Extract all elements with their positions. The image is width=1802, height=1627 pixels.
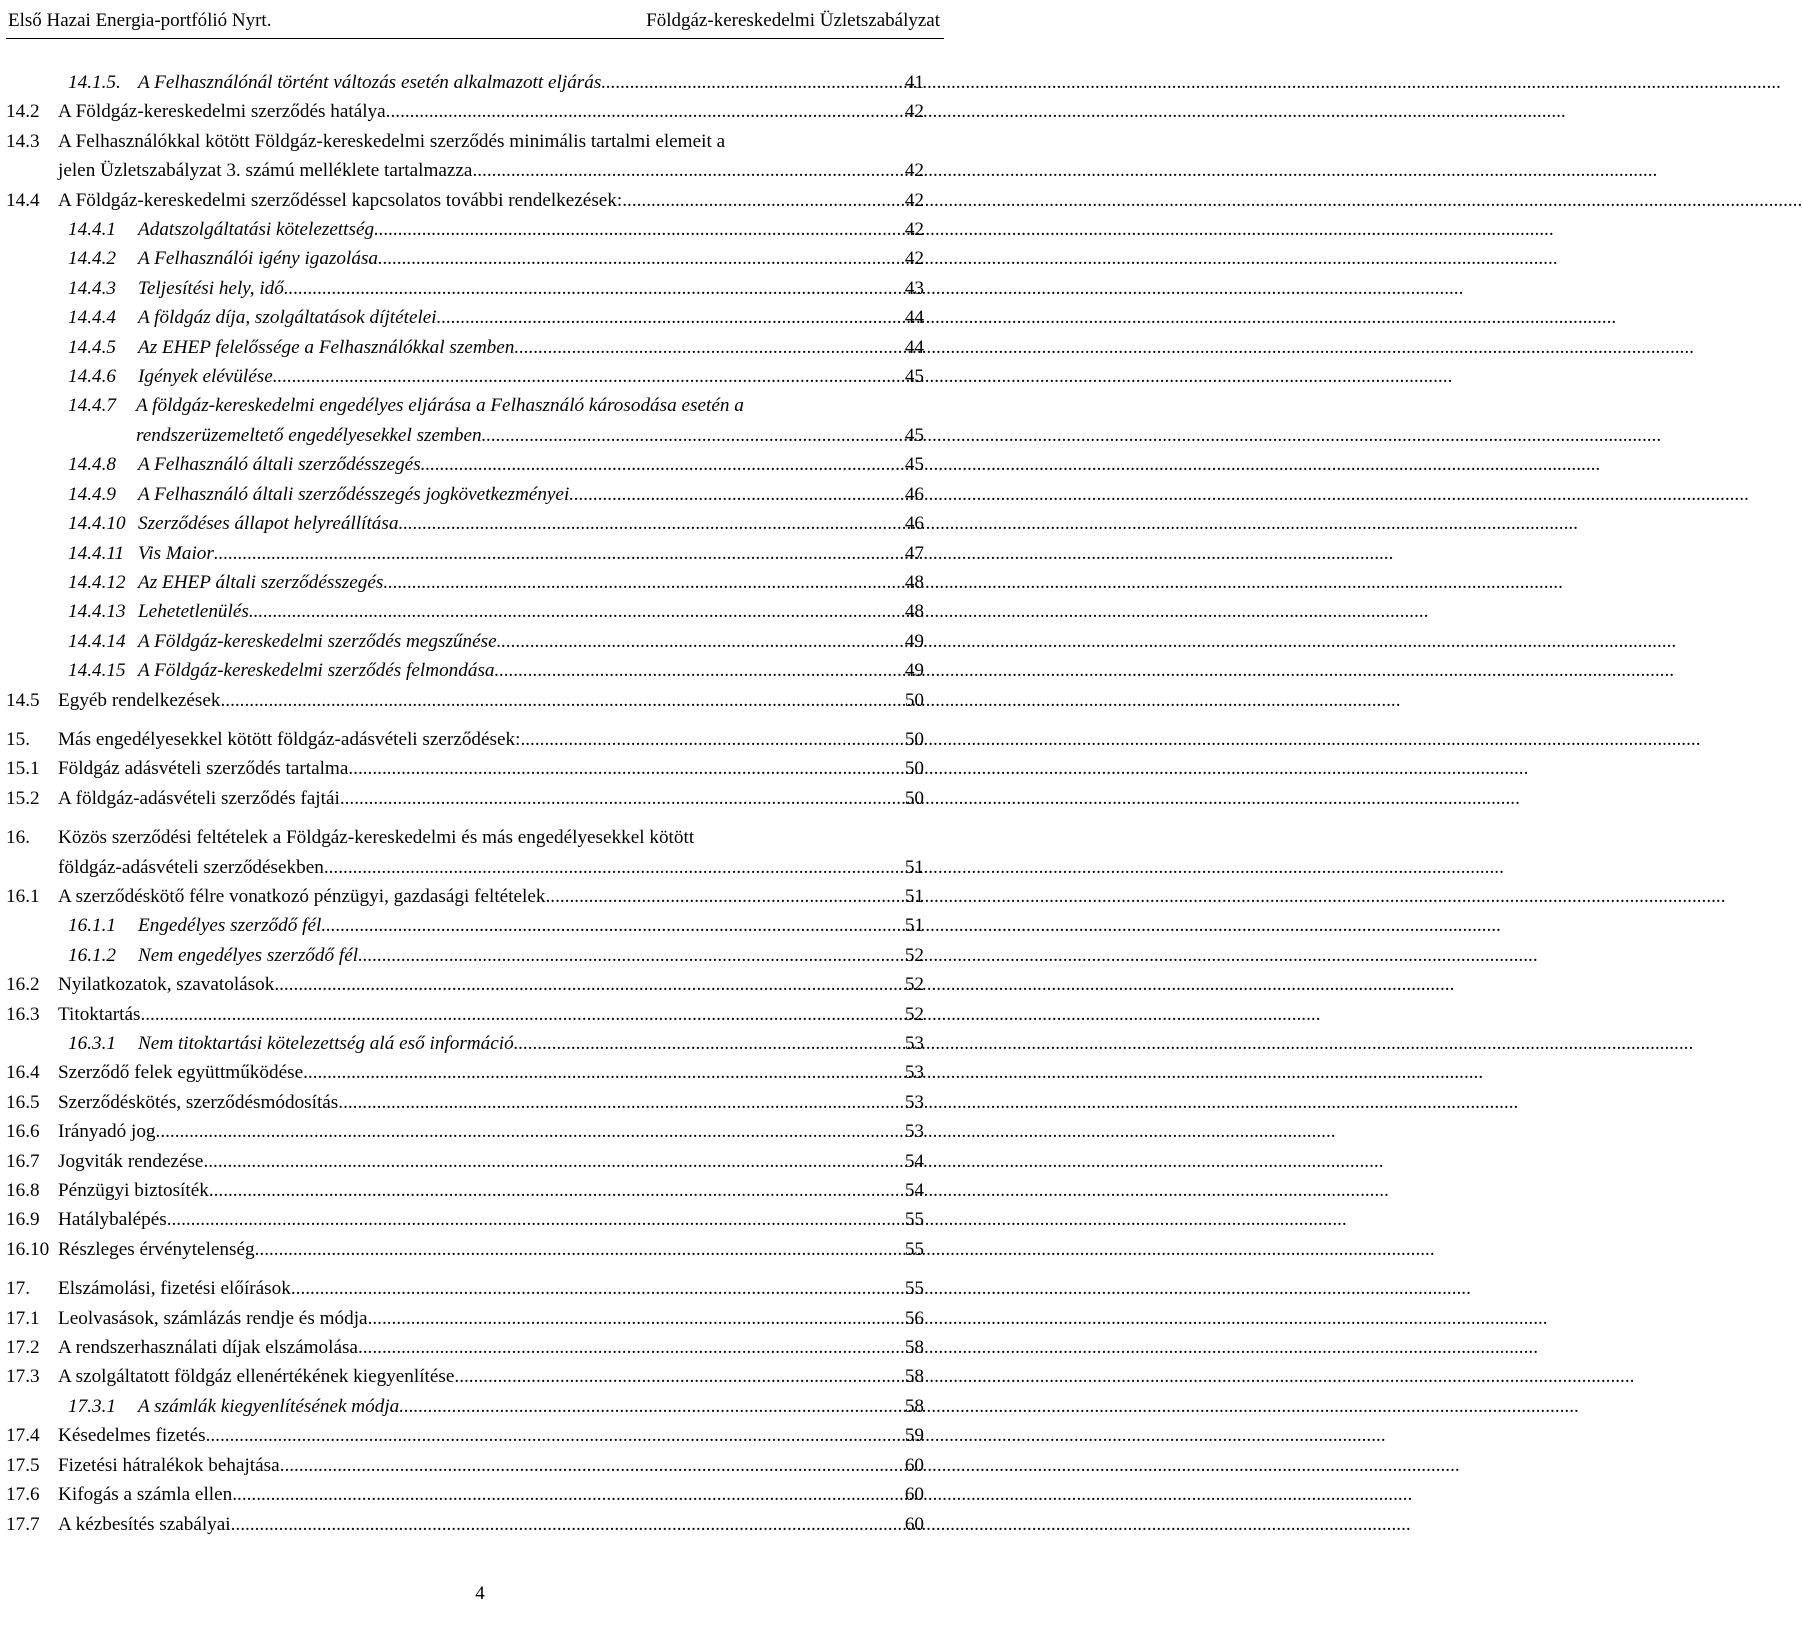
toc-leader-dots <box>284 274 903 303</box>
toc-entry-title: A rendszerhasználati díjak elszámolása <box>58 1337 358 1359</box>
toc-leader-dots <box>348 754 902 783</box>
toc-entry-title: A földgáz díja, szolgáltatások díjtételei <box>138 307 437 329</box>
toc-leader-dots <box>321 911 903 940</box>
toc-entry-title: Lehetetlenülés <box>138 601 249 623</box>
toc-entry-number: 16.3 <box>6 1003 40 1025</box>
toc-entry-title: Elszámolási, fizetési előírások <box>58 1278 291 1300</box>
toc-entry-page: 41 <box>904 72 924 93</box>
toc-entry[interactable] <box>6 784 924 813</box>
toc-entry-number: 14.4.15 <box>68 660 126 682</box>
toc-entry[interactable] <box>6 391 924 450</box>
toc-leader-dots <box>569 480 903 509</box>
toc-leader-dots <box>209 1176 903 1205</box>
toc-entry[interactable] <box>6 274 924 303</box>
toc-entry[interactable] <box>6 1362 924 1391</box>
toc-entry-number: 17.3 <box>6 1366 40 1388</box>
toc-entry-page: 50 <box>904 787 924 809</box>
toc-leader-dots <box>398 509 902 538</box>
toc-entry-title: Közös szerződési feltételek a Földgáz-kereskedelmi és más engedélyesekkel kötött <box>58 827 695 849</box>
toc-entry-title-continued: földgáz-adásvételi szerződésekben <box>58 856 324 878</box>
toc-entry-number: 14.4.1 <box>68 219 116 241</box>
toc-entry-number: 16.3.1 <box>68 1033 116 1054</box>
toc-entry-page: 52 <box>904 1003 924 1025</box>
toc-entry-page: 51 <box>904 915 924 937</box>
toc-entry-page: 58 <box>904 1337 924 1359</box>
toc-leader-dots <box>477 156 903 185</box>
toc-entry[interactable] <box>6 1333 924 1362</box>
toc-entry-title-continued: jelen Üzletszabályzat 3. számú melléklete tartalmazza. <box>58 160 478 182</box>
toc-leader-dots <box>273 362 903 391</box>
toc-leader-dots <box>358 1333 903 1362</box>
toc-entry-title: Pénzügyi biztosíték <box>58 1180 209 1202</box>
toc-entry-title: A földgáz-kereskedelmi engedélyes eljárása a Felhasználó károsodása esetén a <box>136 395 744 417</box>
toc-entry[interactable] <box>6 1510 924 1539</box>
toc-entry-number: 16.7 <box>6 1150 40 1172</box>
toc-entry-title: Egyéb rendelkezések <box>58 689 221 711</box>
toc-leader-dots <box>291 1274 903 1303</box>
header-document-title: Földgáz-kereskedelmi Üzletszabályzat <box>646 10 940 31</box>
toc-entry-page: 55 <box>904 1209 924 1231</box>
toc-entry[interactable] <box>6 1235 924 1264</box>
toc-entry-number: 14.4.3 <box>68 277 116 299</box>
toc-entry-number: 17. <box>6 1278 30 1300</box>
toc-entry-title: A kézbesítés szabályai <box>58 1513 231 1535</box>
toc-entry-title: Hatálybalépés <box>58 1209 167 1231</box>
toc-leader-dots <box>545 882 902 911</box>
toc-entry-title: Adatszolgáltatási kötelezettség <box>138 219 375 241</box>
toc-entry[interactable] <box>6 911 924 940</box>
toc-entry-page: 60 <box>904 1513 924 1535</box>
toc-entry[interactable] <box>6 941 924 970</box>
toc-entry[interactable] <box>6 97 924 126</box>
toc-entry-title: Vis Maior <box>138 542 214 564</box>
toc-entry-title: Szerződéskötés, szerződésmódosítás <box>58 1091 339 1113</box>
toc-entry[interactable] <box>6 882 924 911</box>
toc-entry-page: 59 <box>904 1425 924 1447</box>
page-number: 4 <box>475 1583 485 1604</box>
toc-entry-page: 58 <box>904 1395 924 1417</box>
toc-leader-dots <box>340 784 903 813</box>
toc-entry[interactable] <box>6 244 924 273</box>
toc-entry-page: 44 <box>904 336 924 358</box>
toc-entry[interactable] <box>6 1421 924 1450</box>
toc-entry[interactable] <box>6 1029 924 1058</box>
toc-leader-dots <box>383 568 902 597</box>
toc-entry[interactable] <box>6 127 924 186</box>
toc-leader-dots <box>514 333 902 362</box>
toc-entry[interactable] <box>6 823 924 882</box>
toc-entry[interactable] <box>6 1274 924 1303</box>
toc-entry[interactable] <box>6 970 924 999</box>
toc-leader-dots <box>421 450 903 479</box>
toc-entry-title: Más engedélyesekkel kötött földgáz-adásvételi szerződések: <box>58 728 521 750</box>
toc-entry-title: Késedelmes fizetés <box>58 1425 206 1447</box>
toc-entry-page: 56 <box>904 1307 924 1329</box>
toc-entry-title: Az EHEP felelőssége a Felhasználókkal szemben <box>138 336 515 358</box>
toc-entry-number: 14.4.13 <box>68 601 126 623</box>
toc-entry-title: Nem titoktartási kötelezettség alá eső információ <box>138 1033 514 1054</box>
toc-entry-number: 16.8 <box>6 1180 40 1202</box>
toc-entry-number: 16.2 <box>6 974 40 996</box>
toc-entry-page: 45 <box>904 424 924 446</box>
toc-entry[interactable] <box>6 539 924 568</box>
toc-entry-page: 43 <box>904 277 924 299</box>
toc-leader-dots <box>140 1000 902 1029</box>
toc-entry-title: Jogviták rendezése <box>58 1150 204 1172</box>
toc-leader-dots <box>454 1362 902 1391</box>
toc-entry-title-continued: rendszerüzemeltető engedélyesekkel szemben <box>136 424 482 446</box>
toc-entry[interactable] <box>6 480 924 509</box>
toc-leader-dots <box>167 1205 903 1234</box>
toc-leader-dots <box>232 1480 903 1509</box>
toc-entry-page: 47 <box>904 542 924 564</box>
toc-entry-number: 14.4.4 <box>68 307 116 329</box>
toc-entry[interactable] <box>6 186 924 215</box>
toc-entry-number: 14.4.2 <box>68 248 116 270</box>
toc-leader-dots <box>231 1510 903 1539</box>
toc-entry-number: 14.4.14 <box>68 630 126 652</box>
toc-entry-number: 14.4.7 <box>68 395 116 417</box>
toc-entry-number: 17.2 <box>6 1337 40 1359</box>
toc-leader-dots <box>601 68 903 97</box>
toc-entry-number: 15.2 <box>6 787 40 809</box>
toc-entry-number: 14.1.5. <box>68 72 121 93</box>
toc-entry-title: Leolvasások, számlázás rendje és módja <box>58 1307 368 1329</box>
page-header <box>6 8 944 39</box>
toc-entry-number: 17.1 <box>6 1307 40 1329</box>
toc-entry-title: A Földgáz-kereskedelmi szerződéssel kapcsolatos további rendelkezések: <box>58 189 623 211</box>
toc-entry-title: Engedélyes szerződő fél <box>138 915 322 937</box>
toc-entry[interactable] <box>6 725 924 754</box>
toc-entry-number: 14.4.6 <box>68 366 116 388</box>
toc-entry-page: 52 <box>904 974 924 996</box>
toc-entry[interactable] <box>6 362 924 391</box>
toc-leader-dots <box>399 1392 903 1421</box>
toc-entry-number: 14.4 <box>6 189 40 211</box>
toc-leader-dots <box>255 1235 903 1264</box>
toc-entry-number: 16. <box>6 827 30 849</box>
toc-entry-number: 14.4.10 <box>68 513 126 535</box>
toc-entry[interactable] <box>6 1147 924 1176</box>
toc-entry-page: 42 <box>904 219 924 241</box>
toc-entry-title: Kifogás a számla ellen <box>58 1484 233 1506</box>
toc-entry-page: 55 <box>904 1278 924 1300</box>
toc-entry[interactable] <box>6 1058 924 1087</box>
toc-entry-title: A Felhasználó általi szerződésszegés jogkövetkezményei <box>138 483 570 505</box>
toc-leader-dots <box>386 97 903 126</box>
toc-leader-dots <box>156 1117 903 1146</box>
toc-entry-number: 14.4.5 <box>68 336 116 358</box>
toc-entry-page: 42 <box>904 160 924 182</box>
toc-entry[interactable] <box>6 333 924 362</box>
toc-entry-page: 44 <box>904 307 924 329</box>
toc-entry-title: A Felhasználói igény igazolása <box>138 248 379 270</box>
toc-leader-dots <box>520 725 902 754</box>
toc-entry[interactable] <box>6 509 924 538</box>
toc-entry-number: 17.5 <box>6 1454 40 1476</box>
toc-leader-dots <box>324 853 903 882</box>
toc-entry-page: 54 <box>904 1180 924 1202</box>
toc-entry-title: A szerződéskötő félre vonatkozó pénzügyi, gazdasági feltételek <box>58 885 546 907</box>
toc-entry-title: A Felhasználónál történt változás esetén alkalmazott eljárás <box>138 72 602 93</box>
toc-leader-dots <box>374 215 903 244</box>
toc-entry-number: 14.5 <box>6 689 40 711</box>
toc-leader-dots <box>280 1451 903 1480</box>
toc-entry-page: 53 <box>904 1121 924 1143</box>
toc-leader-dots <box>497 627 903 656</box>
toc-leader-dots <box>482 421 903 450</box>
toc-entry[interactable] <box>6 1000 924 1029</box>
toc-leader-dots <box>220 686 902 715</box>
toc-leader-dots <box>249 597 903 626</box>
toc-entry-title: Nyilatkozatok, szavatolások <box>58 974 275 996</box>
toc-entry[interactable] <box>6 597 924 626</box>
toc-entry-number: 16.5 <box>6 1091 40 1113</box>
toc-entry-title: A Földgáz-kereskedelmi szerződés felmondása <box>138 660 495 682</box>
toc-entry-page: 53 <box>904 1033 924 1054</box>
toc-leader-dots <box>338 1088 903 1117</box>
toc-leader-dots <box>437 303 903 332</box>
toc-entry-title: A földgáz-adásvételi szerződés fajtái <box>58 787 340 809</box>
toc-entry-page: 49 <box>904 660 924 682</box>
toc-entry-number: 14.4.9 <box>68 483 116 505</box>
toc-entry-page: 50 <box>904 758 924 780</box>
toc-entry-title: A Felhasználókkal kötött Földgáz-kereskedelmi szerződés minimális tartalmi elemeit a <box>58 130 726 152</box>
toc-leader-dots <box>622 186 903 215</box>
toc-entry-title: Nem engedélyes szerződő fél <box>138 944 359 966</box>
toc-entry-title: Irányadó jog <box>58 1121 156 1143</box>
toc-entry-number: 16.10 <box>6 1238 50 1260</box>
toc-entry-page: 46 <box>904 483 924 505</box>
toc-entry-number: 17.6 <box>6 1484 40 1506</box>
toc-leader-dots <box>274 970 902 999</box>
toc-entry-number: 16.1 <box>6 885 40 907</box>
toc-entry-page: 45 <box>904 366 924 388</box>
toc-entry-page: 42 <box>904 248 924 270</box>
toc-entry-number: 15.1 <box>6 758 40 780</box>
toc-entry-page: 48 <box>904 571 924 593</box>
toc-entry-page: 51 <box>904 856 924 878</box>
toc-entry-title: A Földgáz-kereskedelmi szerződés megszűnése <box>138 630 497 652</box>
toc-entry-page: 45 <box>904 454 924 476</box>
toc-entry-page: 50 <box>904 689 924 711</box>
toc-entry[interactable] <box>6 754 924 783</box>
toc-entry-number: 16.1.2 <box>68 944 116 966</box>
toc-entry-title: Titoktartás <box>58 1003 141 1025</box>
toc-entry-number: 14.4.12 <box>68 571 126 593</box>
toc-entry-title: A számlák kiegyenlítésének módja <box>138 1395 400 1417</box>
toc-entry-number: 16.6 <box>6 1121 40 1143</box>
toc-entry-page: 49 <box>904 630 924 652</box>
toc-entry-number: 17.7 <box>6 1513 40 1535</box>
toc-entry-title: A szolgáltatott földgáz ellenértékének kiegyenlítése <box>58 1366 455 1388</box>
toc-leader-dots <box>495 656 903 685</box>
toc-entry-title: Fizetési hátralékok behajtása <box>58 1454 280 1476</box>
toc-entry[interactable] <box>6 1176 924 1205</box>
toc-entry-title: A Földgáz-kereskedelmi szerződés hatálya <box>58 101 386 123</box>
toc-entry-page: 60 <box>904 1484 924 1506</box>
toc-entry-page: 53 <box>904 1062 924 1084</box>
table-of-contents <box>6 68 924 1539</box>
toc-entry[interactable] <box>6 627 924 656</box>
toc-entry[interactable] <box>6 68 924 97</box>
toc-entry-page: 53 <box>904 1091 924 1113</box>
toc-entry[interactable] <box>6 215 924 244</box>
toc-entry-page: 50 <box>904 728 924 750</box>
toc-entry-number: 16.4 <box>6 1062 40 1084</box>
toc-entry-number: 14.3 <box>6 130 40 152</box>
toc-entry-title: Az EHEP általi szerződésszegés <box>138 571 384 593</box>
toc-entry[interactable] <box>6 1088 924 1117</box>
toc-leader-dots <box>368 1304 903 1333</box>
toc-entry-number: 17.3.1 <box>68 1395 116 1417</box>
toc-entry[interactable] <box>6 450 924 479</box>
toc-entry-page: 52 <box>904 944 924 966</box>
toc-entry-title: Földgáz adásvételi szerződés tartalma <box>58 758 349 780</box>
toc-entry-page: 48 <box>904 601 924 623</box>
toc-entry-page: 42 <box>904 189 924 211</box>
toc-entry[interactable] <box>6 568 924 597</box>
toc-entry-page: 60 <box>904 1454 924 1476</box>
toc-entry-number: 14.4.8 <box>68 454 116 476</box>
toc-entry[interactable] <box>6 1117 924 1146</box>
toc-entry-number: 15. <box>6 728 30 750</box>
toc-entry[interactable] <box>6 1205 924 1234</box>
toc-leader-dots <box>303 1058 903 1087</box>
toc-entry-number: 14.2 <box>6 101 40 123</box>
toc-entry-title: Teljesítési hely, idő <box>138 277 284 299</box>
toc-entry-title: A Felhasználó általi szerződésszegés <box>138 454 421 476</box>
toc-entry-page: 54 <box>904 1150 924 1172</box>
toc-entry-number: 14.4.11 <box>68 542 125 564</box>
toc-entry-page: 55 <box>904 1238 924 1260</box>
toc-entry-page: 51 <box>904 885 924 907</box>
header-company: Első Hazai Energia-portfólió Nyrt. <box>8 10 272 31</box>
toc-entry-number: 17.4 <box>6 1425 40 1447</box>
toc-leader-dots <box>378 244 903 273</box>
toc-leader-dots <box>214 539 903 568</box>
toc-entry-number: 16.9 <box>6 1209 40 1231</box>
toc-entry-page: 58 <box>904 1366 924 1388</box>
toc-leader-dots <box>358 941 903 970</box>
toc-entry-page: 46 <box>904 513 924 535</box>
toc-entry-title: Szerződő felek együttműködése <box>58 1062 304 1084</box>
toc-entry[interactable] <box>6 1304 924 1333</box>
toc-entry[interactable] <box>6 1480 924 1509</box>
toc-leader-dots <box>514 1029 903 1058</box>
toc-entry[interactable] <box>6 1451 924 1480</box>
toc-entry[interactable] <box>6 656 924 685</box>
toc-entry-title: Részleges érvénytelenség <box>58 1238 255 1260</box>
toc-entry-number: 16.1.1 <box>68 915 116 937</box>
toc-entry-page: 42 <box>904 101 924 123</box>
toc-leader-dots <box>203 1147 902 1176</box>
toc-entry[interactable] <box>6 686 924 715</box>
toc-entry-title: Igények elévülése <box>138 366 273 388</box>
toc-entry[interactable] <box>6 1392 924 1421</box>
toc-leader-dots <box>206 1421 903 1450</box>
toc-entry-title: Szerződéses állapot helyreállítása <box>138 513 399 535</box>
toc-entry[interactable] <box>6 303 924 332</box>
